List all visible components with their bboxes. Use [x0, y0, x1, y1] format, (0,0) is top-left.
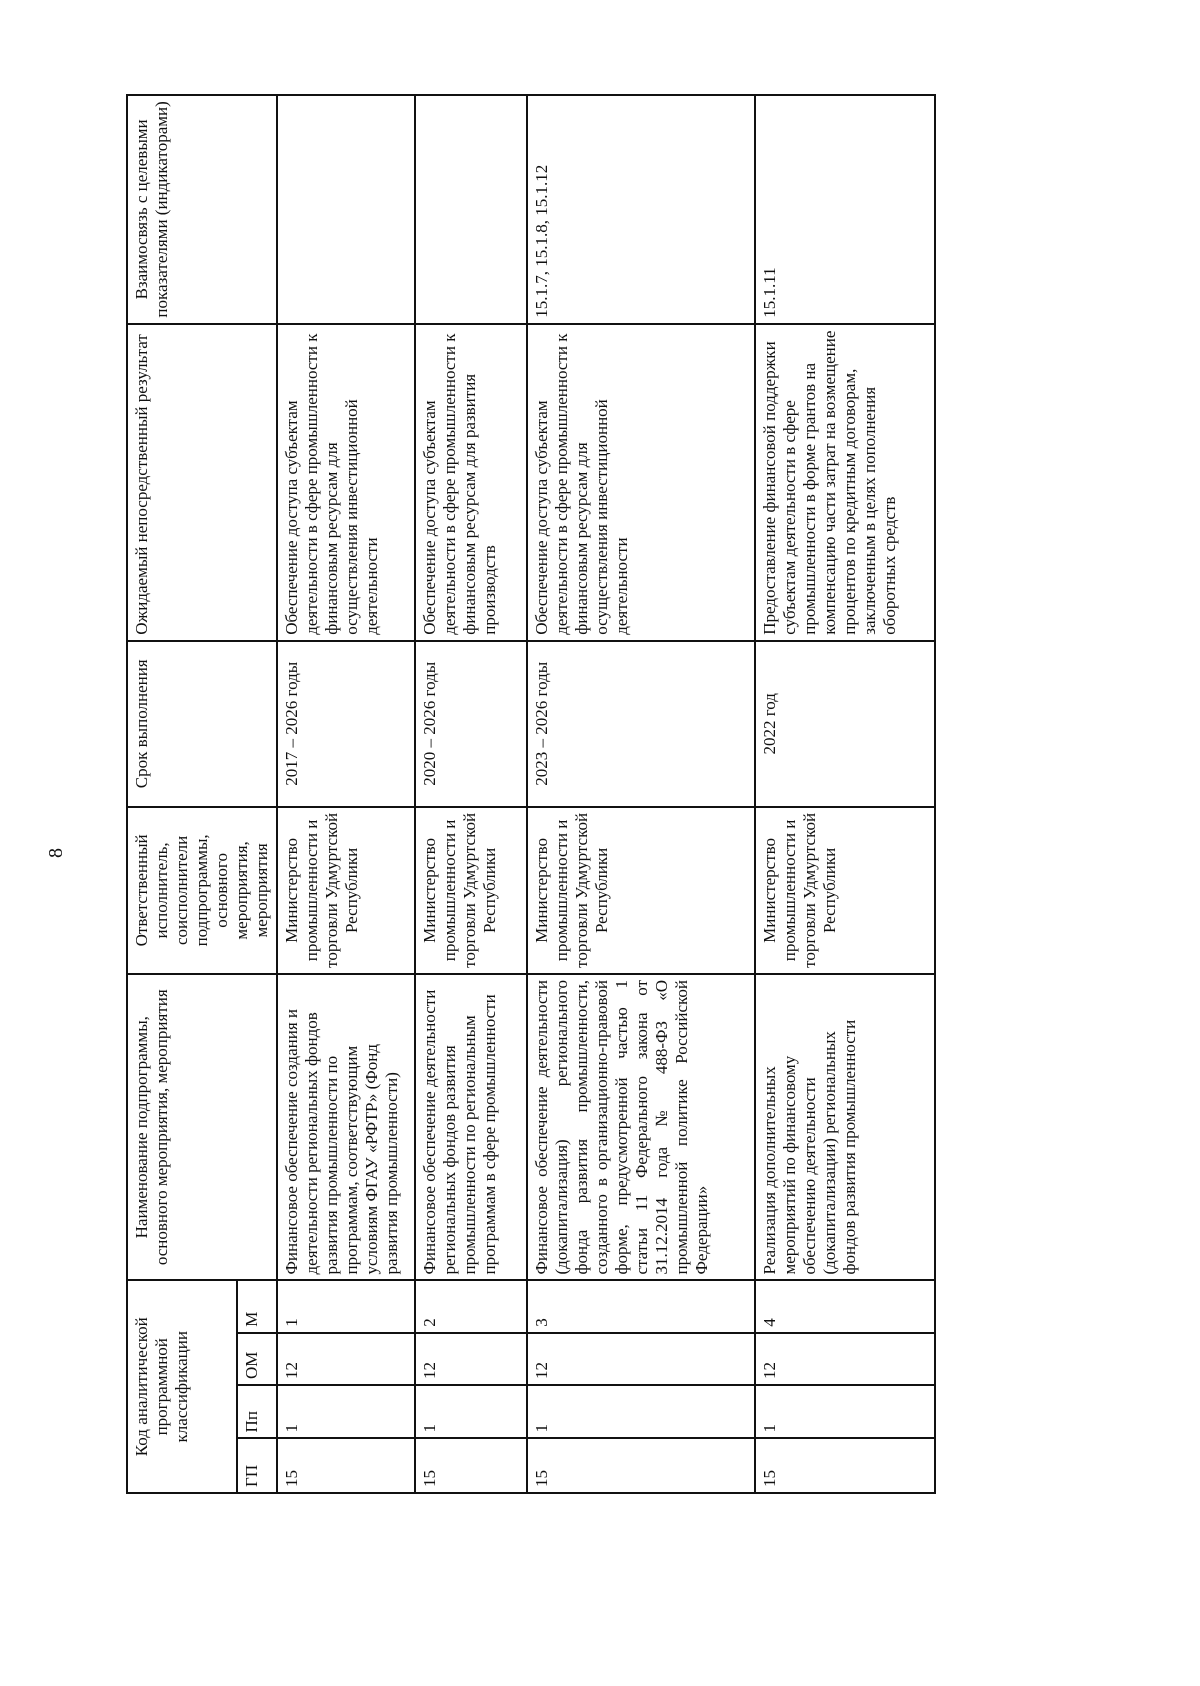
cell-m: 4: [755, 1281, 935, 1333]
cell-name: Финансовое обеспечение деятельности региональных фондов развития промышленности по региональным программам в сфере промышленности: [415, 974, 527, 1281]
table-row: [415, 95, 527, 1493]
header-gp: ГП: [237, 1438, 277, 1493]
cell-name: Финансовое обеспечение деятельности (докапитализация) регионального фонда развития промышленности, созданного в организационно-правовой форме, предусмотренной частью 1 статьи 11 Федерального закона от 31.12.2014 года № 488-ФЗ «О промышленной политике Российской Федерации»: [527, 974, 755, 1281]
header-result: Ожидаемый непосредственный результат: [127, 324, 277, 641]
cell-term: 2022 год: [755, 641, 935, 807]
cell-om: 12: [277, 1333, 415, 1385]
cell-gp: 15: [415, 1438, 527, 1493]
cell-gp: 15: [755, 1438, 935, 1493]
cell-m: 2: [415, 1281, 527, 1333]
cell-gp: 15: [277, 1438, 415, 1493]
cell-responsible: Министерство промышленности и торговли Удмуртской Республики: [527, 807, 755, 974]
cell-name: Реализация дополнительных мероприятий по финансовому обеспечению деятельности (докапитализации) региональных фондов развития промышленности: [755, 974, 935, 1281]
cell-om: 12: [415, 1333, 527, 1385]
cell-om: 12: [527, 1333, 755, 1385]
cell-pp: 1: [415, 1385, 527, 1438]
cell-indicators: [415, 95, 527, 324]
cell-name: Финансовое обеспечение создания и деятельности региональных фондов развития промышленности по программам, соответствующим условиям ФГАУ «РФТР» (Фонд развития промышленности): [277, 974, 415, 1281]
cell-indicators: 15.1.7, 15.1.8, 15.1.12: [527, 95, 755, 324]
cell-term: 2023 – 2026 годы: [527, 641, 755, 807]
cell-m: 1: [277, 1281, 415, 1333]
cell-responsible: Министерство промышленности и торговли Удмуртской Республики: [277, 807, 415, 974]
cell-pp: 1: [527, 1385, 755, 1438]
cell-responsible: Министерство промышленности и торговли Удмуртской Республики: [755, 807, 935, 974]
header-m: М: [237, 1281, 277, 1333]
header-pp: Пп: [237, 1385, 277, 1438]
header-indicators: Взаимосвязь с целевыми показателями (индикаторами): [127, 95, 277, 324]
header-om: ОМ: [237, 1333, 277, 1385]
cell-indicators: [277, 95, 415, 324]
table-row: [527, 95, 755, 1493]
header-term: Срок выполнения: [127, 641, 277, 807]
cell-gp: 15: [527, 1438, 755, 1493]
table-row: [277, 95, 415, 1493]
cell-term: 2017 – 2026 годы: [277, 641, 415, 807]
header-responsible: Ответственный исполнитель, соисполнители подпрограммы, основного мероприятия, мероприятия: [127, 807, 277, 974]
program-table: [126, 94, 936, 1494]
cell-result: Обеспечение доступа субъектам деятельности в сфере промышленности к финансовым ресурсам для осуществления инвестиционной деятельности: [277, 324, 415, 641]
cell-indicators: 15.1.11: [755, 95, 935, 324]
cell-responsible: Министерство промышленности и торговли Удмуртской Республики: [415, 807, 527, 974]
cell-pp: 1: [755, 1385, 935, 1438]
cell-term: 2020 – 2026 годы: [415, 641, 527, 807]
cell-pp: 1: [277, 1385, 415, 1438]
cell-result: Обеспечение доступа субъектам деятельности в сфере промышленности к финансовым ресурсам для развития производств: [415, 324, 527, 641]
table-row: [755, 95, 935, 1493]
header-code-group: Код аналитической программной классификации: [127, 1281, 237, 1494]
cell-result: Обеспечение доступа субъектам деятельности в сфере промышленности к финансовым ресурсам для осуществления инвестиционной деятельности: [527, 324, 755, 641]
header-row-1: [127, 95, 237, 1493]
header-name: Наименование подпрограммы, основного мероприятия, мероприятия: [127, 974, 277, 1281]
cell-result: Предоставление финансовой поддержки субъектам деятельности в сфере промышленности в форме грантов на компенсацию части затрат на возмещение процентов по кредитным договорам, заключенным в целях пополнения оборотных средств: [755, 324, 935, 641]
cell-om: 12: [755, 1333, 935, 1385]
cell-m: 3: [527, 1281, 755, 1333]
page-number: 8: [45, 848, 67, 858]
